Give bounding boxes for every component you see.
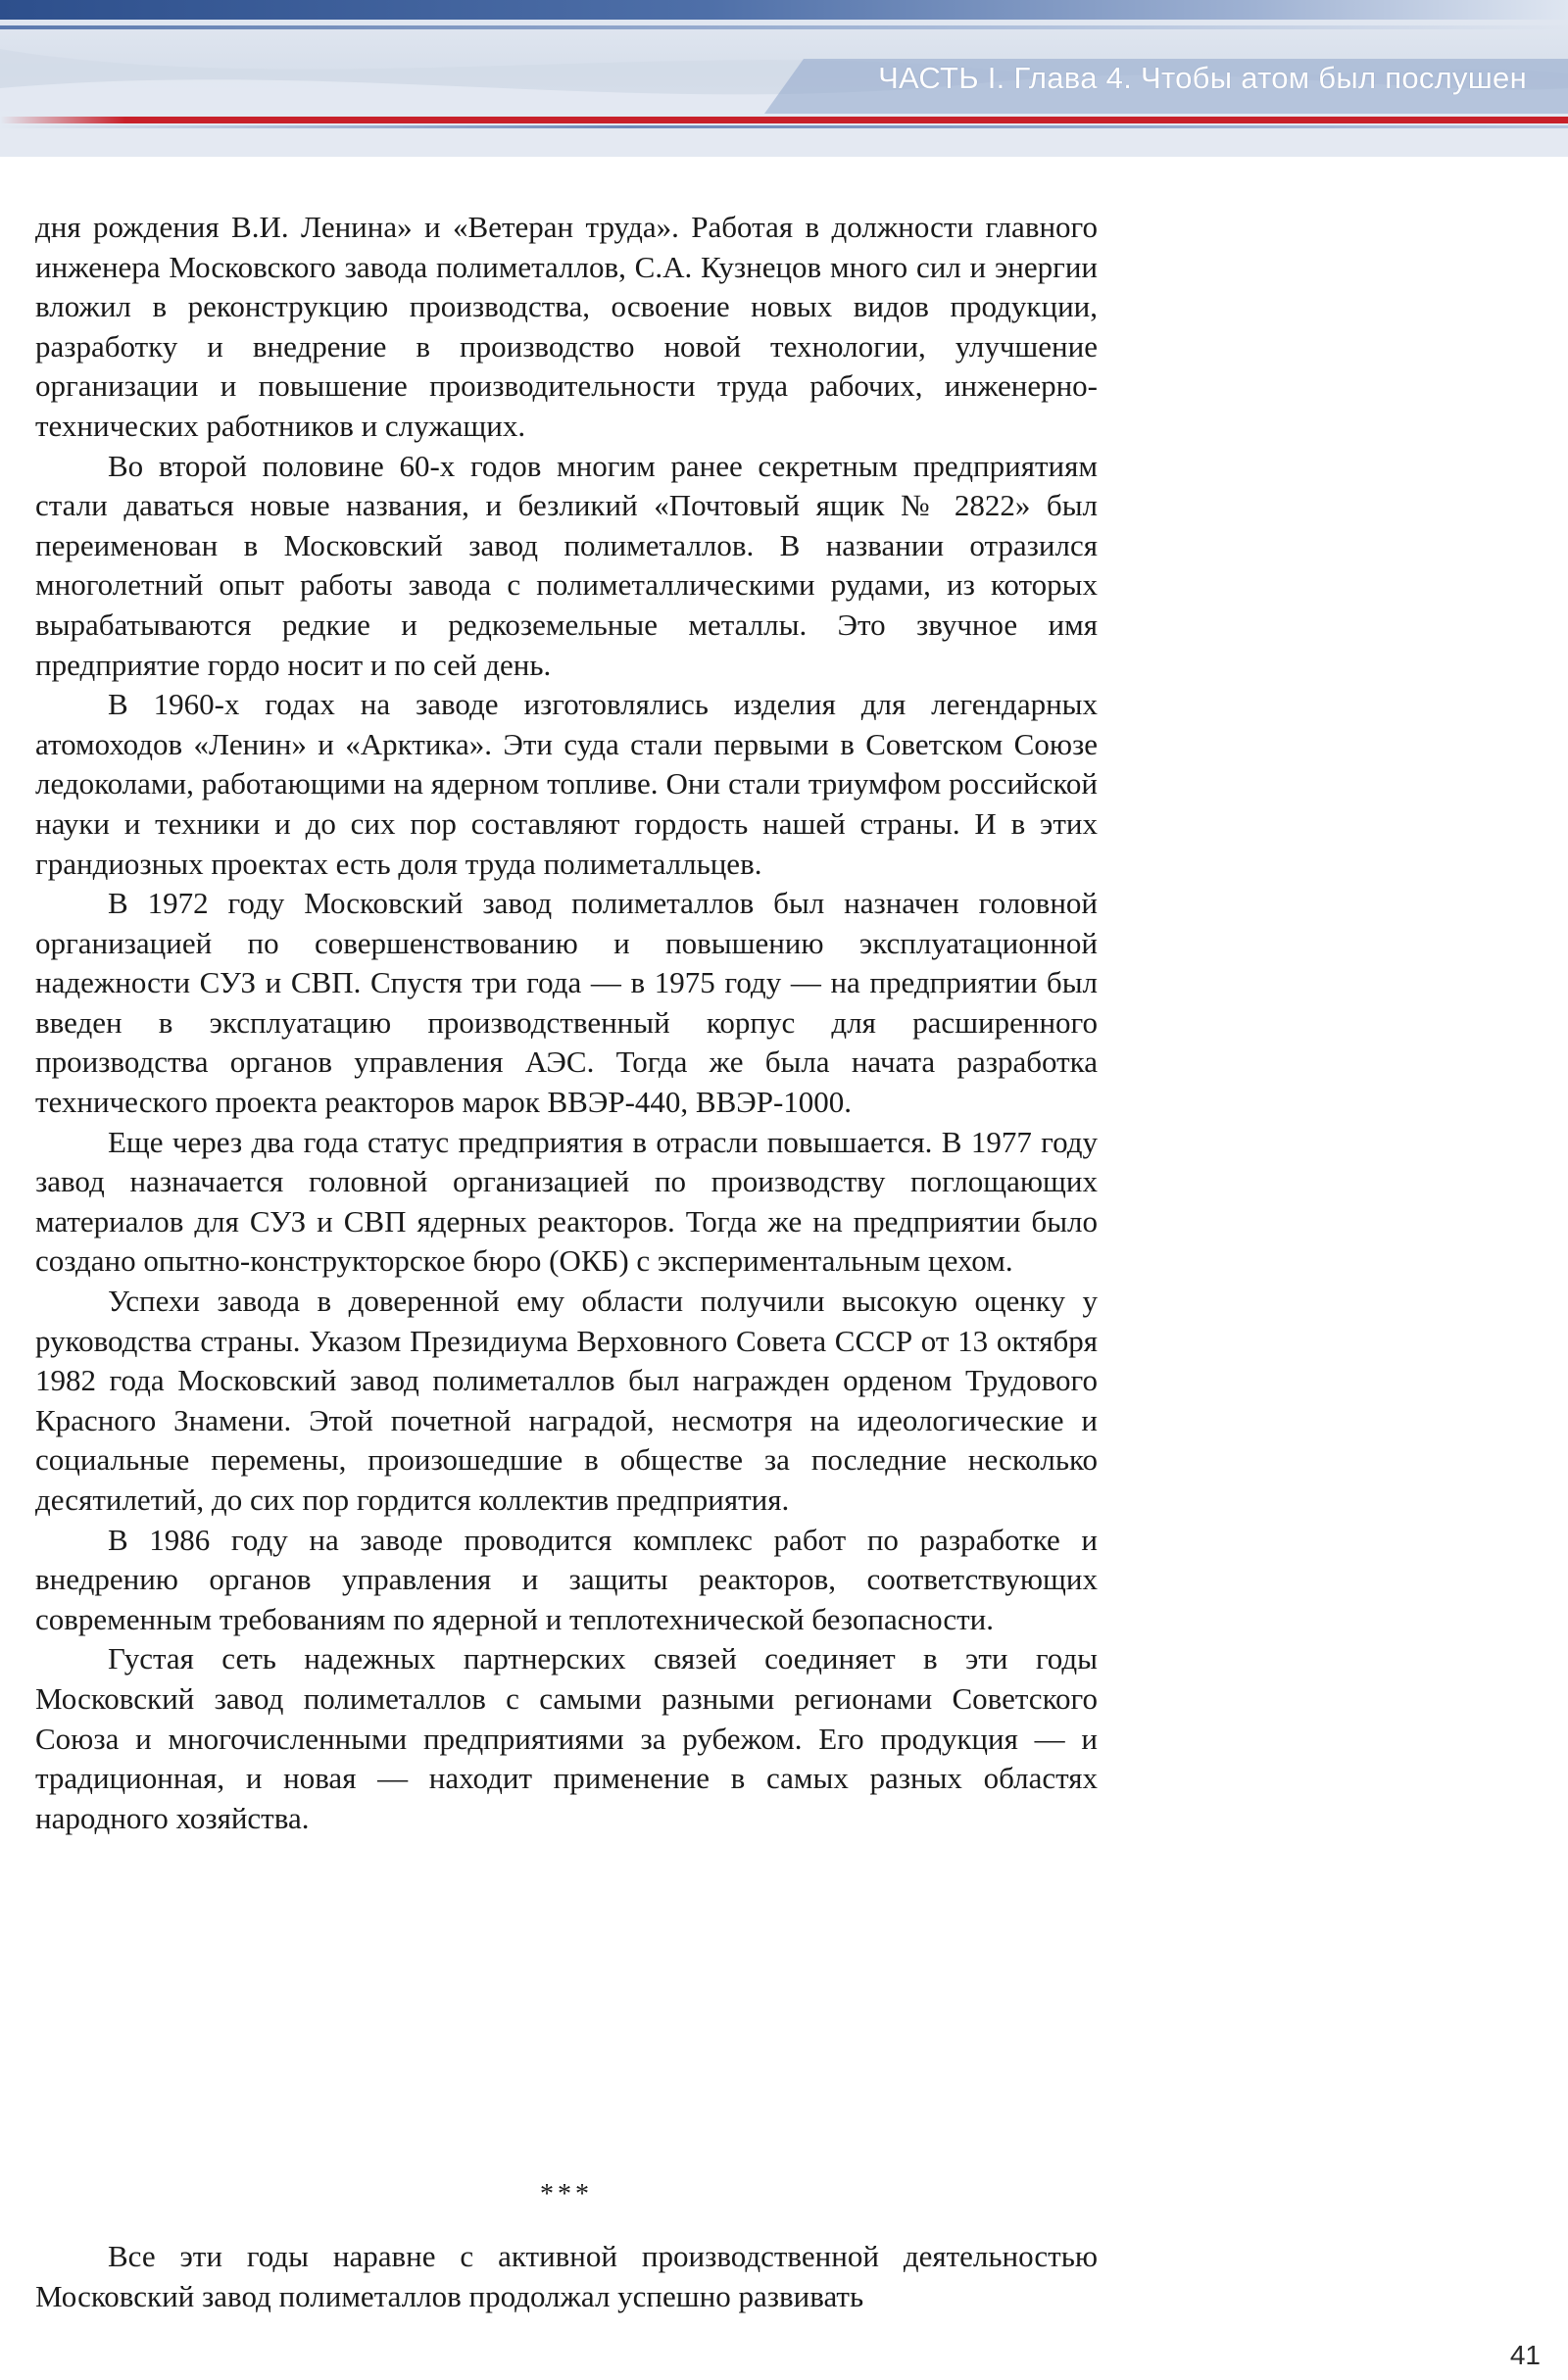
paragraph-5: Еще через два года статус предприятия в отрасли повышается. В 1977 году завод назначается головной организацией по производству поглощающих материалов для СУЗ и СВП ядерных реакторов. Тогда же на предприятии было создано опытно-конструкторское бюро (ОКБ) с экспериментальным цехом. — [35, 1124, 1098, 1279]
page-header-band — [0, 0, 1568, 157]
paragraph-7: В 1986 году на заводе проводится комплекс работ по разработке и внедрению органов управления и защиты реакторов, соответствующих современным требованиям по ядерной и теплотехнической безопасности. — [35, 1522, 1098, 1636]
article-continuation — [35, 2237, 1098, 2316]
paragraph-6: Успехи завода в доверенной ему области получили высокую оценку у руководства страны. Указом Президиума Верховного Совета СССР от 13 октября 1982 года Московский завод полиметаллов был награжден орденом Трудового Красного Знамени. Этой почетной наградой, несмотря на идеологические и социальные перемены, произошедшие в обществе за последние несколько десятилетий, до сих пор гордится коллектив предприятия. — [35, 1284, 1098, 1517]
header-blue-rule — [0, 125, 1568, 128]
page-number: 41 — [1509, 2340, 1541, 2370]
paragraph-8: Густая сеть надежных партнерских связей соединяет в эти годы Московский завод полиметаллов с самыми разными регионами Советского Союза и многочисленными предприятиями за рубежом. Его продукция — и традиционная, и новая — находит применение в самых разных областях народного хозяйства. — [35, 1641, 1098, 1835]
paragraph-4: В 1972 году Московский завод полиметаллов был назначен головной организацией по совершенствованию и повышению эксплуатационной надежности СУЗ и СВП. Спустя три года — в 1975 году — на предприятии был введен в эксплуатацию производственный корпус для расширенного производства органов управления АЭС. Тогда же была начата разработка технического проекта реакторов марок ВВЭР-440, ВВЭР-1000. — [35, 886, 1098, 1120]
paragraph-3: В 1960-х годах на заводе изготовлялись изделия для легендарных атомоходов «Ленин» и «Арктика». Эти суда стали первыми в Советском Союзе ледоколами, работающими на ядерном топливе. Они стали триумфом российской науки и техники и до сих пор составляют гордость нашей страны. И в этих грандиозных проектах есть доля труда полиметалльцев. — [35, 687, 1098, 881]
article-body — [35, 208, 1098, 1838]
running-head-title: ЧАСТЬ I. Глава 4. Чтобы атом был послушен — [878, 61, 1527, 95]
paragraph-1: дня рождения В.И. Ленина» и «Ветеран труда». Работая в должности главного инженера Московского завода полиметаллов, С.А. Кузнецов много сил и энергии вложил в реконструкцию производства, освоение новых видов продукции, разработку и внедрение в производство новой технологии, улучшение организации и повышение производительности труда рабочих, инженерно-технических работников и служащих. — [35, 210, 1098, 443]
header-top-stripe — [0, 0, 1568, 20]
header-red-rule — [0, 117, 1568, 123]
paragraph-final: Все эти годы наравне с активной производственной деятельностью Московский завод полиметаллов продолжал успешно развивать — [35, 2239, 1098, 2313]
paragraph-2: Во второй половине 60-х годов многим ранее секретным предприятиям стали даваться новые названия, и безликий «Почтовый ящик № 2822» был переименован в Московский завод полиметаллов. В названии отразился многолетний опыт работы завода с полиметаллическими рудами, из которых вырабатываются редкие и редкоземельные металлы. Это звучное имя предприятие гордо носит и по сей день. — [35, 448, 1098, 682]
section-separator: *** — [540, 2179, 593, 2210]
